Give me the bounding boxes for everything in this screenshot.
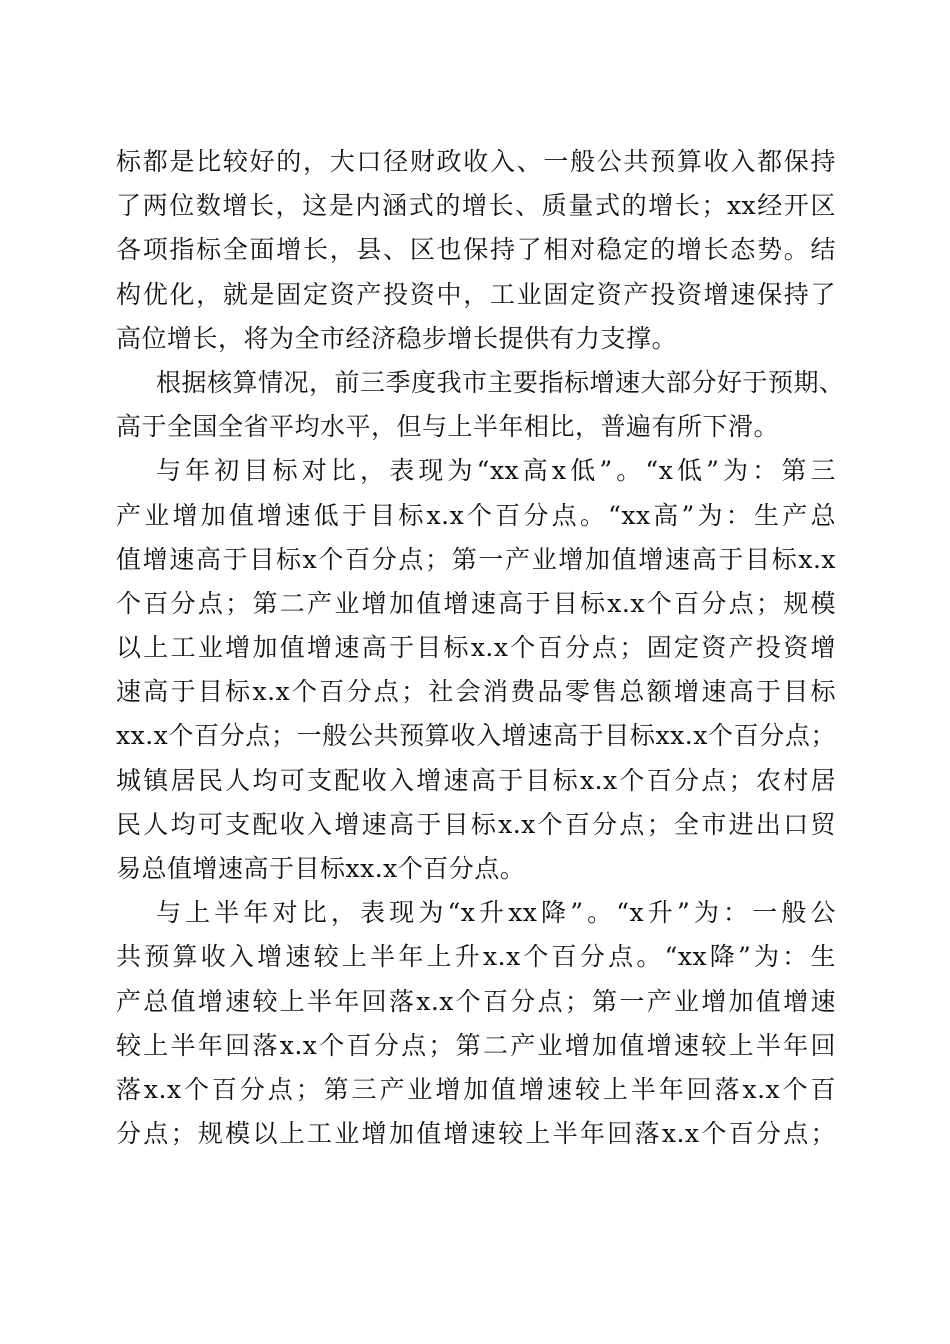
- paragraph-line: xx.x个百分点；一般公共预算收入增速高于目标xx.x个百分点；: [116, 721, 836, 751]
- paragraph-line: 易总值增速高于目标xx.x个百分点。: [116, 854, 526, 883]
- paragraph-1: [116, 140, 836, 361]
- paragraph-line: 产总值增速较上半年回落x.x个百分点；第一产业增加值增速: [116, 986, 836, 1016]
- paragraph-line: 构优化，就是固定资产投资中，工业固定资产投资增速保持了: [116, 279, 836, 309]
- paragraph-3: [116, 449, 836, 891]
- paragraph-line: 共预算收入增速较上半年上升x.x个百分点。“xx降”为：生: [116, 942, 836, 972]
- paragraph-line: 以上工业增加值增速高于目标x.x个百分点；固定资产投资增: [116, 633, 836, 663]
- document-body: [116, 140, 845, 1156]
- paragraph-line: 值增速高于目标x个百分点；第一产业增加值增速高于目标x.x: [116, 544, 836, 574]
- paragraph-line: 较上半年回落x.x个百分点；第二产业增加值增速较上半年回: [116, 1030, 836, 1060]
- paragraph-line: 城镇居民人均可支配收入增速高于目标x.x个百分点；农村居: [116, 765, 836, 795]
- paragraph-line: 标都是比较好的，大口径财政收入、一般公共预算收入都保持: [116, 147, 836, 176]
- paragraph-line: 与上半年对比，表现为“x升xx降”。“x升”为：一般公: [156, 898, 836, 928]
- paragraph-line: 产业增加值增速低于目标x.x个百分点。“xx高”为：生产总: [116, 500, 836, 530]
- paragraph-line: 了两位数增长，这是内涵式的增长、质量式的增长；xx经开区: [116, 191, 836, 221]
- paragraph-line: 速高于目标x.x个百分点；社会消费品零售总额增速高于目标: [116, 677, 836, 707]
- paragraph-line: 与年初目标对比，表现为“xx高x低”。“x低”为：第三: [156, 456, 836, 486]
- paragraph-line: 落x.x个百分点；第三产业增加值增速较上半年回落x.x个百: [116, 1074, 836, 1104]
- paragraph-line: 个百分点；第二产业增加值增速高于目标x.x个百分点；规模: [116, 588, 836, 618]
- paragraph-line: 高位增长，将为全市经济稳步增长提供有力支撑。: [116, 323, 678, 353]
- paragraph-line: 分点；规模以上工业增加值增速较上半年回落x.x个百分点；: [116, 1119, 836, 1149]
- paragraph-line: 民人均可支配收入增速高于目标x.x个百分点；全市进出口贸: [116, 809, 836, 839]
- paragraph-2: [116, 361, 845, 449]
- paragraph-4: [116, 891, 836, 1156]
- paragraph-line: 各项指标全面增长，县、区也保持了相对稳定的增长态势。结: [116, 235, 836, 265]
- paragraph-line: 高于全国全省平均水平，但与上半年相比，普遍有所下滑。: [116, 412, 780, 442]
- paragraph-line: 根据核算情况，前三季度我市主要指标增速大部分好于预期、: [156, 367, 845, 397]
